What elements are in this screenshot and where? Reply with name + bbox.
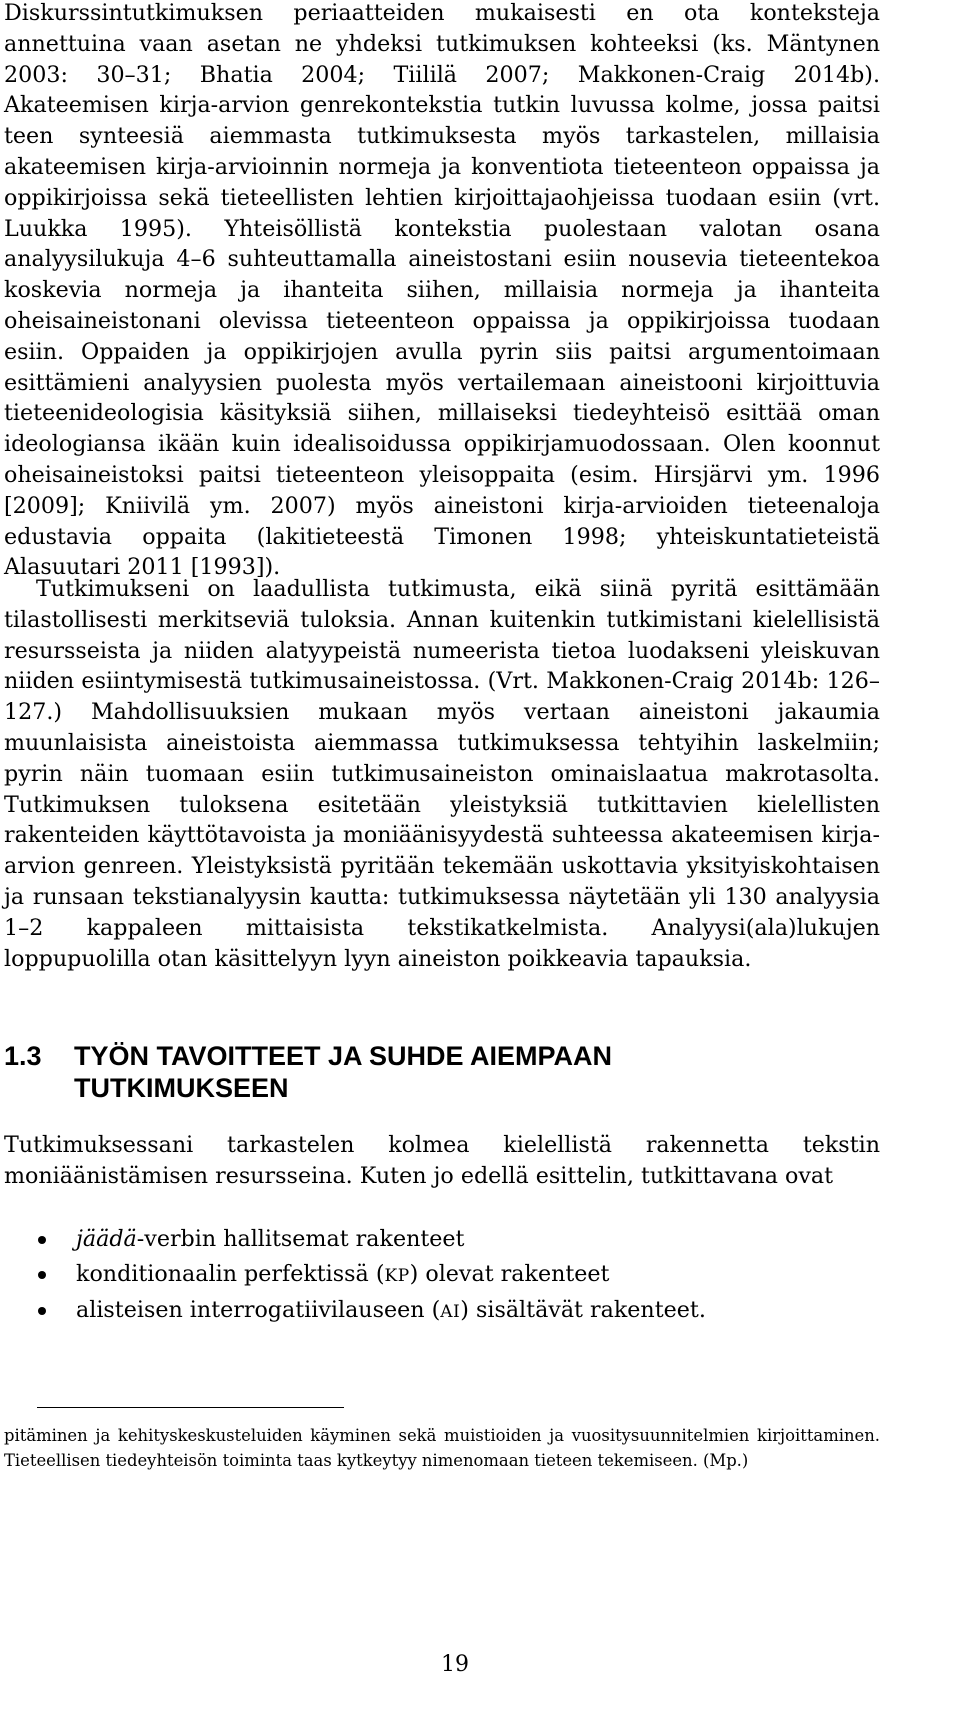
- list-item: [0, 1293, 706, 1330]
- footnote: pitäminen ja kehityskeskusteluiden käyminen sekä muistioiden ja vuositysuunnitelmien kirjoittaminen. Tieteellisen tiedeyhteisön toiminta taas kytkeytyy nimenomaan tieteen tekemiseen. (Mp.): [4, 1426, 880, 1470]
- paragraph-method: [4, 574, 880, 974]
- paragraph-last-line: lyyn aineiston poikkeavia tapauksia.: [344, 945, 752, 972]
- paragraph-aims: Tutkimuksessani tarkastelen kolmea kielellistä rakennetta tekstin moniäänistämisen resursseina. Kuten jo edellä esittelin, tutkittavana ovat: [4, 1132, 880, 1189]
- list-item-text: ) olevat rakenteet: [409, 1260, 610, 1287]
- paragraph-last-line: 2011 [1993]).: [127, 554, 281, 581]
- page-number: 19: [441, 1652, 469, 1677]
- section-number: 1.3: [4, 1041, 42, 1071]
- section-title-line1: TYÖN TAVOITTEET JA SUHDE AIEMPAAN: [74, 1041, 613, 1071]
- structure-list: [0, 1222, 706, 1330]
- list-item: [0, 1257, 706, 1294]
- bullet-icon: [38, 1236, 46, 1244]
- paragraph-context: [4, 0, 880, 583]
- list-item-text: alisteisen interrogatiivilauseen (: [76, 1297, 441, 1323]
- section-title-line2: TUTKIMUKSEEN: [74, 1073, 289, 1103]
- paragraph-body: Tutkimukseni on laadullista tutkimusta, eikä siinä pyritä esittämään tilastollisesti merkitseviä tuloksia. Annan kuitenkin tutkimistani kielellisistä resursseista ja niiden alatyypeistä numeerista tietoa luodakseni yleiskuvan niiden esiintymisestä tutkimusaineistossa. (Vrt. Makkonen-Craig 2014b: 126–127.) Mahdollisuuksien mukaan myös vertaan aineistoni jakaumia muunlaisista aineistoista aiemmassa tutkimuksessa tehtyihin laskelmiin; pyrin näin tuomaan esiin tutkimusaineiston ominaislaatua makrotasolta. Tutkimuksen tuloksena esitetään yleistyksiä tutkittavien kielellisten rakenteiden käyttötavoista ja moniäänisyydestä suhteessa akateemisen kirja-arvion genreen. Yleistyksistä pyritään tekemään uskottavia yksityiskohtaisen ja runsaan tekstianalyysin kautta: tutkimuksessa näytetään yli 130 analyysia 1–2 kappaleen mittaisista tekstikatkelmista. Analyysi(ala)lukujen loppupuolilla otan käsittelyyn: [4, 576, 880, 972]
- list-item-text: ) sisältävät rakenteet.: [460, 1297, 706, 1323]
- section-heading: [4, 1040, 612, 1104]
- abbreviation: KP: [384, 1265, 410, 1286]
- list-item-text: -verbin hallitsemat rakenteet: [136, 1226, 465, 1252]
- abbreviation: AI: [440, 1302, 461, 1322]
- bullet-icon: [38, 1271, 46, 1279]
- footnote-divider: [37, 1407, 344, 1408]
- bullet-icon: [38, 1307, 46, 1315]
- list-item-term: jäädä: [76, 1226, 137, 1252]
- list-item: [0, 1222, 706, 1257]
- list-item-text: konditionaalin perfektissä (: [76, 1260, 385, 1287]
- paragraph-body: Diskurssintutkimuksen periaatteiden mukaisesti en ota konteksteja annettuina vaan asetan ne yhdeksi tutkimuksen kohteeksi (ks. Mäntynen 2003: 30–31; Bhatia 2004; Tiililä 2007; Makkonen-Craig 2014b). Akateemisen kirja-arvion genrekontekstia tutkin luvussa kolme, jossa paitsi teen synteesiä aiemmasta tutkimuksesta myös tarkastelen, millaisia akateemisen kirja-arvioinnin normeja ja konventiota tieteenteon oppaissa ja oppikirjoissa sekä tieteellisten lehtien kirjoittajaohjeissa tuodaan esiin (vrt. Luukka 1995). Yhteisöllistä kontekstia puolestaan valotan osana analyysilukuja 4–6 suhteuttamalla aineistostani esiin nousevia tieteentekoa koskevia normeja ja ihanteita siihen, millaisia normeja ja ihanteita oheisaineistonani olevissa tieteenteon oppaissa ja oppikirjoissa tuodaan esiin. Oppaiden ja oppikirjojen avulla pyrin siis paitsi argumentoimaan esittämieni analyysien puolesta myös vertailemaan aineistooni kirjoittuvia tieteenideologisia käsityksiä siihen, millaiseksi tiedeyhteisö esittää oman ideologiansa ikään kuin idealisoidussa oppikirjamuodossaan. Olen koonnut oheisaineistoksi paitsi tieteenteon yleisoppaita (esim. Hirsjärvi ym. 1996 [2009]; Kniivilä ym. 2007) myös aineistoni kirja-arvioiden tieteenaloja edustavia oppaita (lakitieteestä Timonen 1998; yhteiskuntatieteistä Alasuutari: [4, 0, 880, 581]
